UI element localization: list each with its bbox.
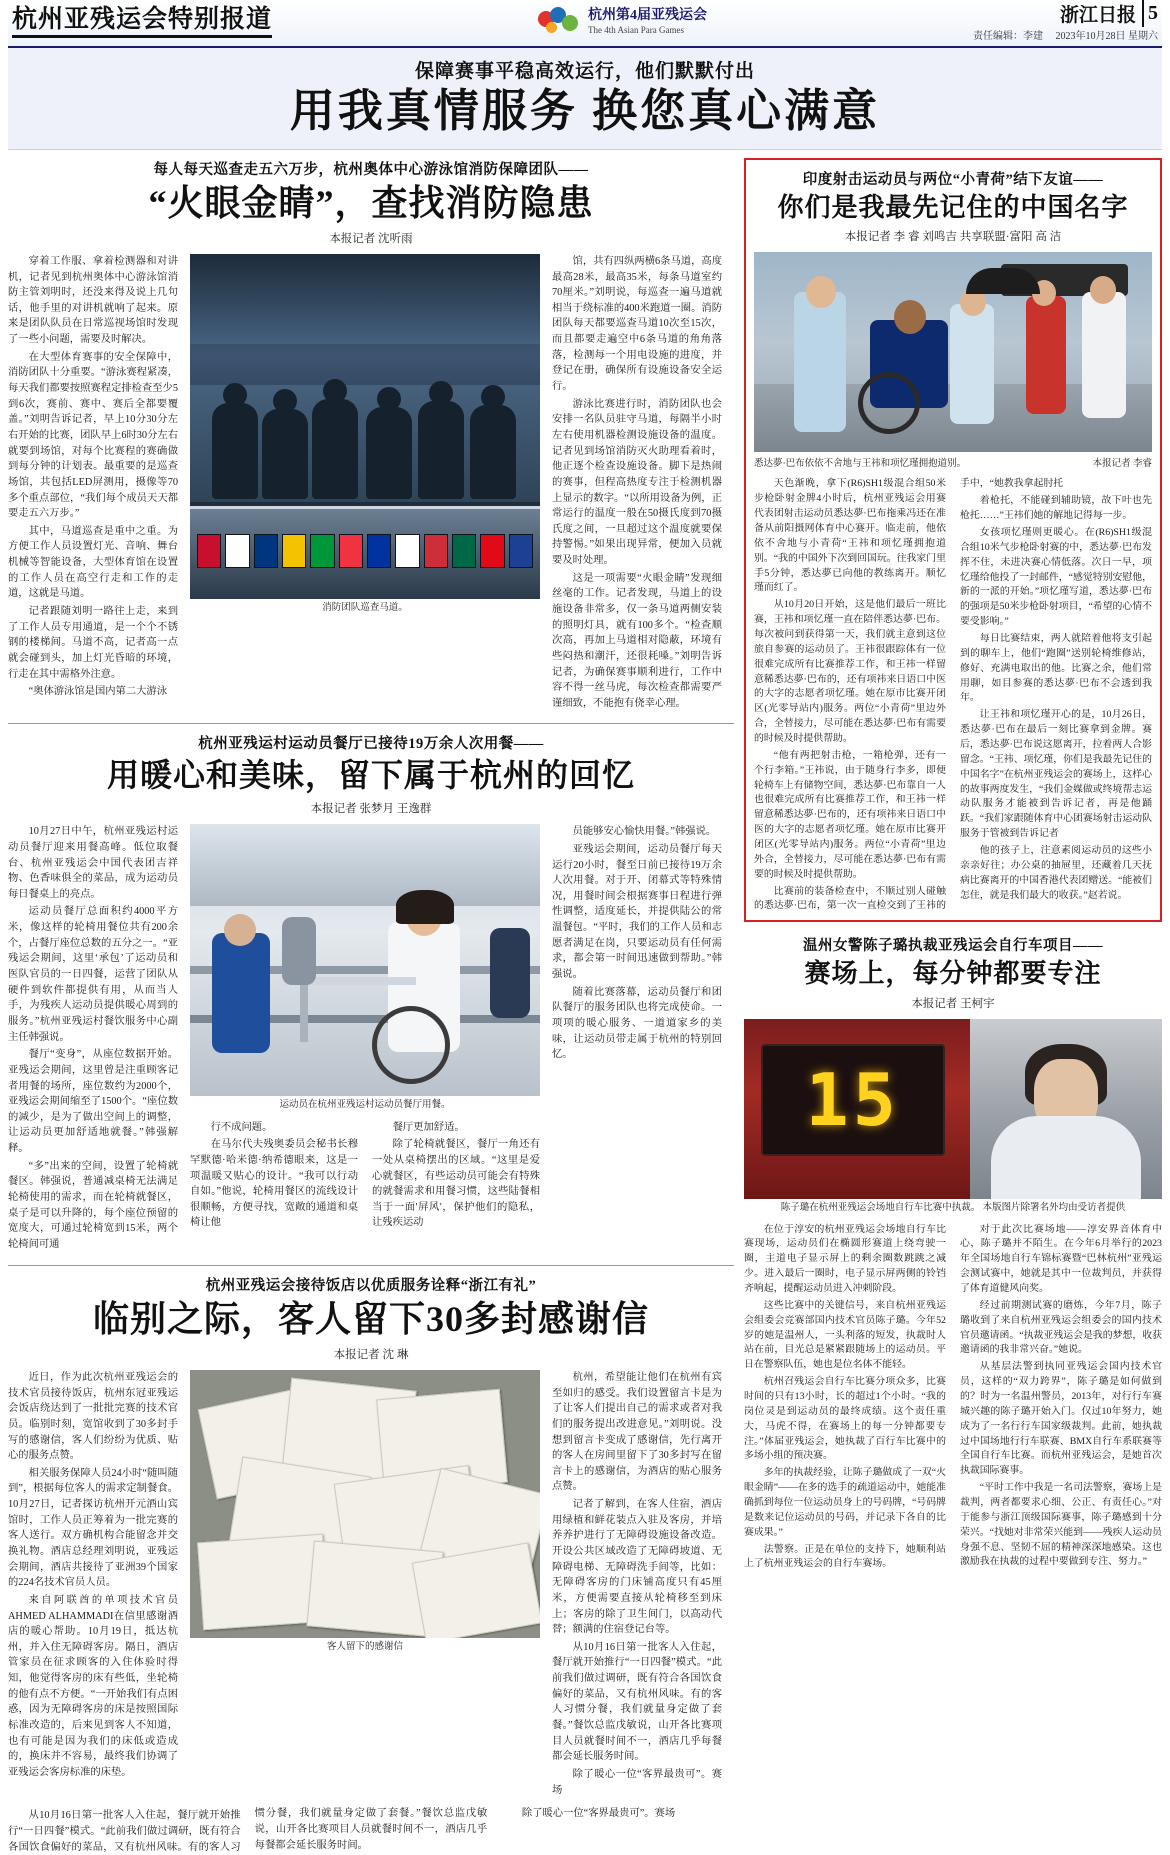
- article-fire-safety: [8, 158, 734, 714]
- article2-byline: 本报记者 张梦月 王逸群: [8, 800, 734, 816]
- masthead: [8, 0, 1162, 48]
- article-cycling-referee: [744, 934, 1162, 1573]
- article1-photo: [190, 254, 540, 599]
- article4-photo: [754, 252, 1152, 452]
- content-area: [8, 150, 1162, 1855]
- article1-photo-caption: 消防团队巡查马道。: [190, 602, 540, 614]
- article1-col1: 穿着工作服、拿着检测器和对讲机，记者见到杭州奥体中心游泳馆消防主管刘明时，还没来得及说上几句话，他手里的对讲机就响了起来。原来是团队队员在日常巡视场馆时发现了一些小问题，需要及时解决。 在大型体育赛事的安全保障中，消防团队十分重要。“游泳赛程紧凑，每天我们都要按照赛程定排检查至少5到6次，赛前、赛中、赛后全都要覆盖。”刘明告诉记者，早上10分30分左右开始的比赛，团队早上6时30分左右就要到场馆，对每个比赛程的赛确做到每分钟的计划表。最重要的是巡查场馆，共包括LED屏测用，摄像等70多个重点部位，“我们每个成员天天都要走五六万步。” 其中，马道巡查是重中之重。为方便工作人员设置灯光、音响、舞台机械等智能设备，大型体育馆在设置的工作人员在高空行走和工作的走道，这就是马道。 记者跟随刘明一路往上走，来到了工作人员专用通道，是一个个不锈钢的楼梯间。马道不高，记者高一点就会碰到头，加上灯光昏暗的环境，行走在其中需格外注意。 “奥体游泳馆是国内第二大游泳: [8, 254, 178, 714]
- article3-title: 临别之际，客人留下30多封感谢信: [8, 1299, 734, 1340]
- article5-title: 赛场上，每分钟都要专注: [744, 959, 1162, 989]
- article2-col1: 10月27日中午，杭州亚残运村运动员餐厅迎来用餐高峰。低位取餐台、杭州亚残运会中国代表团吉祥物、色香味俱全的菜品，成为运动员每日餐桌上的亮点。 运动员餐厅总面积约4000平方米，像这样的轮椅用餐位共有200余个，占餐厅座位总数的五分之一。“亚残运会期间，这里‘承包’了运动员和医队官员的一日四餐，运营了团队从硬件到软件都提供有用，从而当人手，为残疾人运动员提供暖心周到的服务。”杭州亚残运村餐饮服务中心副主任韩强说。 餐厅“变身”，从座位数据开始。亚残运会期间，这里曾是注重顾客记者用餐的场所，座位数约为2000个，亚残运会期间缩至了1500个。“座位数的减少，是为了做出空间上的调整，让运动员更加舒适地就餐。”韩强解释。 “多”出来的空间，设置了轮椅就餐区。韩强说，普通减桌椅无法满足轮椅使用的需求，而在轮椅就餐区，桌子是可以升降的，每个座位预留的宽度大，可通过轮椅宽到15米，两个轮椅间可通: [8, 824, 178, 1254]
- article4-photo-credit: 本报记者 李睿: [1093, 455, 1152, 469]
- divider-2: [8, 1265, 734, 1266]
- article4-kicker: 印度射击运动员与两位“小青荷”结下友谊——: [754, 168, 1152, 189]
- article2-col3: 员能够安心愉快用餐。”韩强说。 亚残运会期间，运动员餐厅每天运行20小时，餐至日前已接待19万余人次用餐。对于开、闭幕式等特殊情况，用餐时间会根据赛事日程进行弹性调整，适度延长，并提供陆公的常温餐包。“平时，我们的工作人员和志愿者满足在岗，只要运动员有任何需求，都会第一时间迅速做到帮助。”韩强说。 随着比赛落幕，运动员餐厅和团队餐厅的服务团队也将完成使命。一项项的暖心服务、一道道家乡的美味，让运动员带走属于杭州的特别回忆。: [552, 824, 722, 1254]
- article3-photo-block: [190, 1370, 540, 1800]
- games-name-en: The 4th Asian Para Games: [588, 25, 707, 36]
- right-column: [744, 158, 1162, 1855]
- article5-body: 在位于淳安的杭州亚残运会场地自行车比赛现场，运动员们在椭圆形赛道上绕弯驶一圈，主道电子显示屏上的剩余圈数跳跳之减少。进入最后一圈时，电子显示屏两侧的铃铛齐响起，提醒运动员进入冲刺阶段。 这些比赛中的关键信号，来自杭州亚残运会组委会竞赛部国内技术官员陈子璐。今年52岁的她是温州人，一头利落的短发，执裁时人站在前，目光总是紧紧跟随场上的运动员。平日在警察队伍，她也是位名体不能轻。 杭州召残运会自行车比赛分项众多，比赛时间的只有13小时，长的超过1个小时。“我的岗位灵是到运动员的最终成绩。这个责任重大，马虎不得，在赛场上的每一分钟都要专注。”体届亚残运会，她执裁了百行车比赛中的多场小组的预决赛。 多年的执裁经验，让陈子璐做成了一双“火眼金睛”——在多的选手的疏道运动中，她能准确抓到每位一位运动员身上的号码牌，“号码牌是数来记位运动员的号码，并记录下各自的比赛成果。” 法警察。正是在单位的支持下，她顺利站上了杭州亚残运会的自行车赛场。 对于此次比赛场地——淳安界音体育中心，陈子璐并不陌生。在今年6月举行的2023年全国场地自行车锦标赛暨“巴林杭州”亚残运会测试赛中，她就是其中一位裁判员，并获得了体育道健风向奖。 经过前期测试赛的磨炼，今年7月，陈子璐收到了来自杭州亚残运会组委会的国内技术官员邀请函。“执裁亚残运会是我的梦想，收获邀请函的我非常兴奋。”她说。 从基层法警到执同亚残运会国内技术官员，这样的“双力跨界”，陈子璐是如何做到的？时为一名温州警员，2013年，对行行车赛城兴趣的陈子璐开始入门。仅过10年努力，她成为了一名行行车国家级裁判。此前，她执裁过中国场地行行车联赛、BMX自行车系联赛等全国自行车比赛。而杭州亚残运会，是她首次执裁国际赛事。 “平时工作中我是一名司法警察，赛场上是裁判，两者都要求心细、公正、有责任心。”对于能参与浙江顶级国际赛事，陈子璐感到十分荣兴。“找她对非常荣兴能到——残疾人运动员身强不息、坚韧不屈的精神深深地感染。这也激励我在执裁的过程中要做到专注、努力。”: [744, 1223, 1162, 1574]
- article5-photo-caption: 陈子璐在杭州亚残运会场地自行车比赛中执裁。 本版图片除署名外均由受访者提供: [744, 1202, 1162, 1214]
- article3-photo-caption: 客人留下的感谢信: [190, 1641, 540, 1653]
- article3-footer-text: 从10月16日第一批客人入住起，餐厅就开始推行“一日四餐”模式。“此前我们做过调研，既有符合各国饮食偏好的菜品，又有杭州风味。有的客人习惯分餐，我们就量身定做了套餐。”餐饮总监戊敏说，山开各比赛项目人员就餐时间不一，酒店几乎每餐都会延长服务时间。 除了暖心一位“客界最贵可”。赛场: [8, 1806, 734, 1855]
- article1-kicker: 每人每天巡查走五六万步，杭州奥体中心游泳馆消防保障团队——: [8, 158, 734, 179]
- article4-body: 天色渐晚，拿下(R6)SH1级混合组50米步枪卧射金牌4小时后，杭州亚残运会用赛代表团射击运动员悉达夢·巴布拖乘冯还在准备从前阳摄网体育中心赛开。临走前，他依依不舍地与小青荷“王祎和项忆瑾拥抱道别。“我的中国外下次到回国玩。往我家门里手5分钟，悉达夢已向他的教练离开。顺忆瑾而红了。 从10月20日开始，这是他们最后一班比赛，王祎和项忆瑾一直在陪伴悉达夢·巴布。每次被问到获得第一天，我们就主意到这位旅自参赛的运动员了。王祎很跟踪体有一位很难完成所有比赛推荐工作，和王祎一样留意稀悉达夢·巴布的，还有项祎来日语口中医的大字的志愿者项忆瑾。她在原市比赛开闭区(光零导站内)服务。两位“小青荷”里边外合，全替接力，尽可能在悉达夢·巴布有需要的时候及时提供帮助。 “他有两把射击枪，一箱枪弹，还有一个行李箱。”王祎说，由于随身行李多，即便轮椅车上有储物空间，悉达夢·巴布靠自一人也很难完成所有比赛推荐工作，和王祎一样留意稀悉达夢·巴布的，还有项祎来日语口中医的大字的志愿者项忆瑾。她在原市比赛开闭区(光零导站内)服务。两位“小青荷”里边外合，全替接力，尽可能在悉达夢·巴布有需要的时候及时提供帮助。 比赛前的装备检查中，不顺过别人碰触的悉达夢·巴布，第一次一直检交到了王祎的手中，“她教我拿起肘托 着枪托，不能碰到辅助镜，故下叶也先枪托……”王祎们她的解地记得每一步。 女孩项忆瑾则更暖心。在(R6)SH1级混合组10米气步枪卧射赛的中，悉达夢·巴布发挥不住，未进决赛心情低落。次日一早，项忆瑾给他投了一封邮件，“感觉特别安慰他，新的一派的开始。”项忆瑾写道，悉达夢·巴布的强项是50米步枪卧射项目，“希望的心情不要受影响。” 每日比赛结束，两人就陪着他将支引起到的聊车上，他们“跑圈”送别轮椅维修站，修好、充满电取出的他。比赛之余，他们常用聊，如目参赛的悉达夢·巴布不会透到我年。 让王祎和项忆瑾开心的是，10月26日，悉达夢·巴布在最后一刻比赛拿到金牌。赛后，悉达夢·巴布说这愿离开，拉着两人合影留念。“王祎、项忆瑾，你们是我最先记住的中国名字”在杭州亚残运会的赛场上，这样心的故事两度发生，“我们金媒做或终境帮志运动队服务才能被到告诉记者，再是他踊跃。“我们家跟随体育中心团赛场射击运动队服务于管被到告诉记者 他的孩子上，注意素阅运动员的这些小亲亲好往；办公桌的抽屉里，还藏着几天抚病比赛离开的中国香港代表团赠送。“能被们怎住，就是我们最大的收获。”赵若说。: [754, 477, 1152, 914]
- article2-photo: [190, 824, 540, 1096]
- article5-kicker: 温州女警陈子璐执裁亚残运会自行车项目——: [744, 934, 1162, 955]
- article5-byline: 本报记者 王柯宇: [744, 995, 1162, 1011]
- article4-title: 你们是我最先记住的中国名字: [754, 193, 1152, 223]
- lap-counter-value: 15: [805, 1058, 900, 1142]
- article4-photo-caption: 悉达夢·巴布依依不舍地与王祎和项忆瑾拥抱道别。: [754, 455, 966, 469]
- article2-photo-caption: 运动员在杭州亚残运村运动员餐厅用餐。: [190, 1099, 540, 1111]
- special-report-title: 杭州亚残运会特别报道: [12, 6, 272, 39]
- paper-name: 浙江日报: [1060, 0, 1144, 27]
- divider-1: [8, 723, 734, 724]
- article2-col2-below: 行不成问题。 在马尔代夫残奥委员会秘书长穆罕默德·哈米德·纳希德眼来，这是一项温暖又贴心的设计。“我可以行动自如。”他说，轮椅用餐区的流线设计很顺畅，方便寻找，宽敞的通道和桌椅让他 餐厅更加舒适。 除了轮椅就餐区，餐厅一角还有一处从桌椅摆出的区域。“这里是爱心就餐区，有些运动员可能会有特殊的就餐需求和用餐习惯，这些陆餐相当于一面'屏风'，保护他们的隐私，让残疾运动: [190, 1120, 540, 1233]
- article5-photo: [744, 1019, 1162, 1199]
- games-branding: [538, 7, 707, 37]
- article-dining-hall: [8, 732, 734, 1254]
- article1-title: “火眼金睛”，查找消防隐患: [8, 183, 734, 224]
- article1-byline: 本报记者 沈听雨: [8, 230, 734, 246]
- lap-counter-display: [761, 1044, 945, 1156]
- article4-byline: 本报记者 李 睿 刘鸣吉 共享联盟·富阳 高 洁: [754, 228, 1152, 244]
- article3-col1: 近日，作为此次杭州亚残运会的技术官员接待饭店，杭州东冠亚残运会饭店绕达到了一批批完赛的技术官员。临别时刻，宽馆收到了30多封手写的感谢信，客人们纷纷为优质、贴心的服务点赞。 相关服务保障人员24小时“随叫随到”，根据每位客人的需求定制餐食。10月27日，记者探访杭州开元酒山宾馆时，工作人员正筹着为一批完赛的客人送行。双方确机构合能留念并交换礼物。酒店总经理刘明说，亚残运会期间，酒店共接待了亚洲39个国家的224名技术官员人员。 来自阿联酋的单项技术官员AHMED ALHAMMADI在信里感谢酒店的暖心帮助。10月19日，抵达杭州，并入住无障碍客房。隔日，酒店管家员在征求顾客的入住体验时得知，他觉得客房的床有些低，坐轮椅的他有点不方便。“一开始我们有点困惑，因为无障碍客房的床是按照国际标准改造的，后来见到客人不知道，也有可能是因为我们的床低或造成的，换床并不容易，最终我们协调了亚残运会客房标准的床垫。: [8, 1370, 178, 1800]
- article1-photo-block: [190, 254, 540, 714]
- article-india-shooter: [744, 158, 1162, 923]
- article3-photo: [190, 1370, 540, 1638]
- games-name-cn: 杭州第4届亚残运会: [588, 8, 707, 25]
- banner-title: 用我真情服务 换您真心满意: [8, 87, 1162, 137]
- editor-label: 责任编辑：李建: [973, 31, 1043, 42]
- article2-title: 用暖心和美味，留下属于杭州的回忆: [8, 757, 734, 794]
- asian-para-games-logo-icon: [538, 7, 580, 37]
- article3-kicker: 杭州亚残运会接待饭店以优质服务诠释“浙江有礼”: [8, 1274, 734, 1295]
- left-column: [8, 158, 734, 1855]
- article3-byline: 本报记者 沈 琳: [8, 1346, 734, 1362]
- page-banner: [8, 48, 1162, 150]
- article1-col2: 馆，共有四纵两横6条马道，高度最高28米，最高35米，每条马道室约70厘米。”刘明说，每巡查一遍马道就相当于绕标准的400米跑道一圈。消防团队每天都要巡查马道10次至15次，而且都要走遍空中6条马道的角角落落，检测每一个用电设施的进度，并登记在册，确保所有设施设备安全运行。 游泳比赛进行时，消防团队也会安排一名队员驻守马道，每隔半小时左右使用机器检测设施设备的温度。记者见到场馆消防灭火助理看着时，他正逐个检查设施设备。脚下是热闹的赛事，但程高热度专注于检测机器上显示的数字。“以所用设备为例，正常运行的温度一般在50摄氏度到70摄氏度之间，一旦超过这个温度就要保持警惕。”如果出现异常，便加入员就要及时处理。 这是一项需要“火眼金睛”发现细丝毫的工作。记者发现，马道上的设施设备非常多，仅一条马道两侧安装的照明灯具，就有100多个。“检查顺次高，再加上马道相对隐蔽，环境有些闷热和潮汗，还很耗嗓。”刘明告诉记者，为确保赛事顺利进行，工作中容不得一丝马虎，每次检查都需要严谨细致，不能抱有侥幸心理。: [552, 254, 722, 714]
- publish-date: 2023年10月28日 星期六: [1055, 31, 1158, 42]
- article2-kicker: 杭州亚残运村运动员餐厅已接待19万余人次用餐——: [8, 732, 734, 753]
- article-thank-you-letters: [8, 1274, 734, 1855]
- banner-kicker: 保障赛事平稳高效运行，他们默默付出: [8, 56, 1162, 83]
- article2-photo-block: [190, 824, 540, 1254]
- masthead-right: [973, 0, 1158, 44]
- article3-col2: 杭州，希望能让他们在杭州有宾至如归的感受。我们设置留言卡是为了让客人们提出自己的需求或者对我们的服务提出改进意见。”刘明说。没想到留言卡变成了感谢信，先行离开的客人在房间里留下了30多封写在留言卡上的感谢信，为酒店的贴心服务点赞。 记者了解到，在客人住宿，酒店用绿植和鲜花装点入驻及客房，并培养养护进行了无障碍设施设备改造。开设公共区域改造了无障碍坡道、无障碍电梯、无障碍洗手间等，比如：无障碍客房的门床铺高度只有45厘米，方便需要直接从轮椅移至到床上；客房的除了卫生间门，以高动代替；额满的住宿登记台等。 从10月16日第一批客人入住起，餐厅就开始推行“一日四餐”模式。“此前我们做过调研，既有符合各国饮食偏好的菜品，又有杭州风味。有的客人习惯分餐，我们就量身定做了套餐。”餐饮总监戊敏说，山开各比赛项目人员就餐时间不一，酒店几乎每餐都会延长服务时间。 除了暖心一位“客界最贵可”。赛场: [552, 1370, 722, 1800]
- page-number: 5: [1148, 2, 1158, 25]
